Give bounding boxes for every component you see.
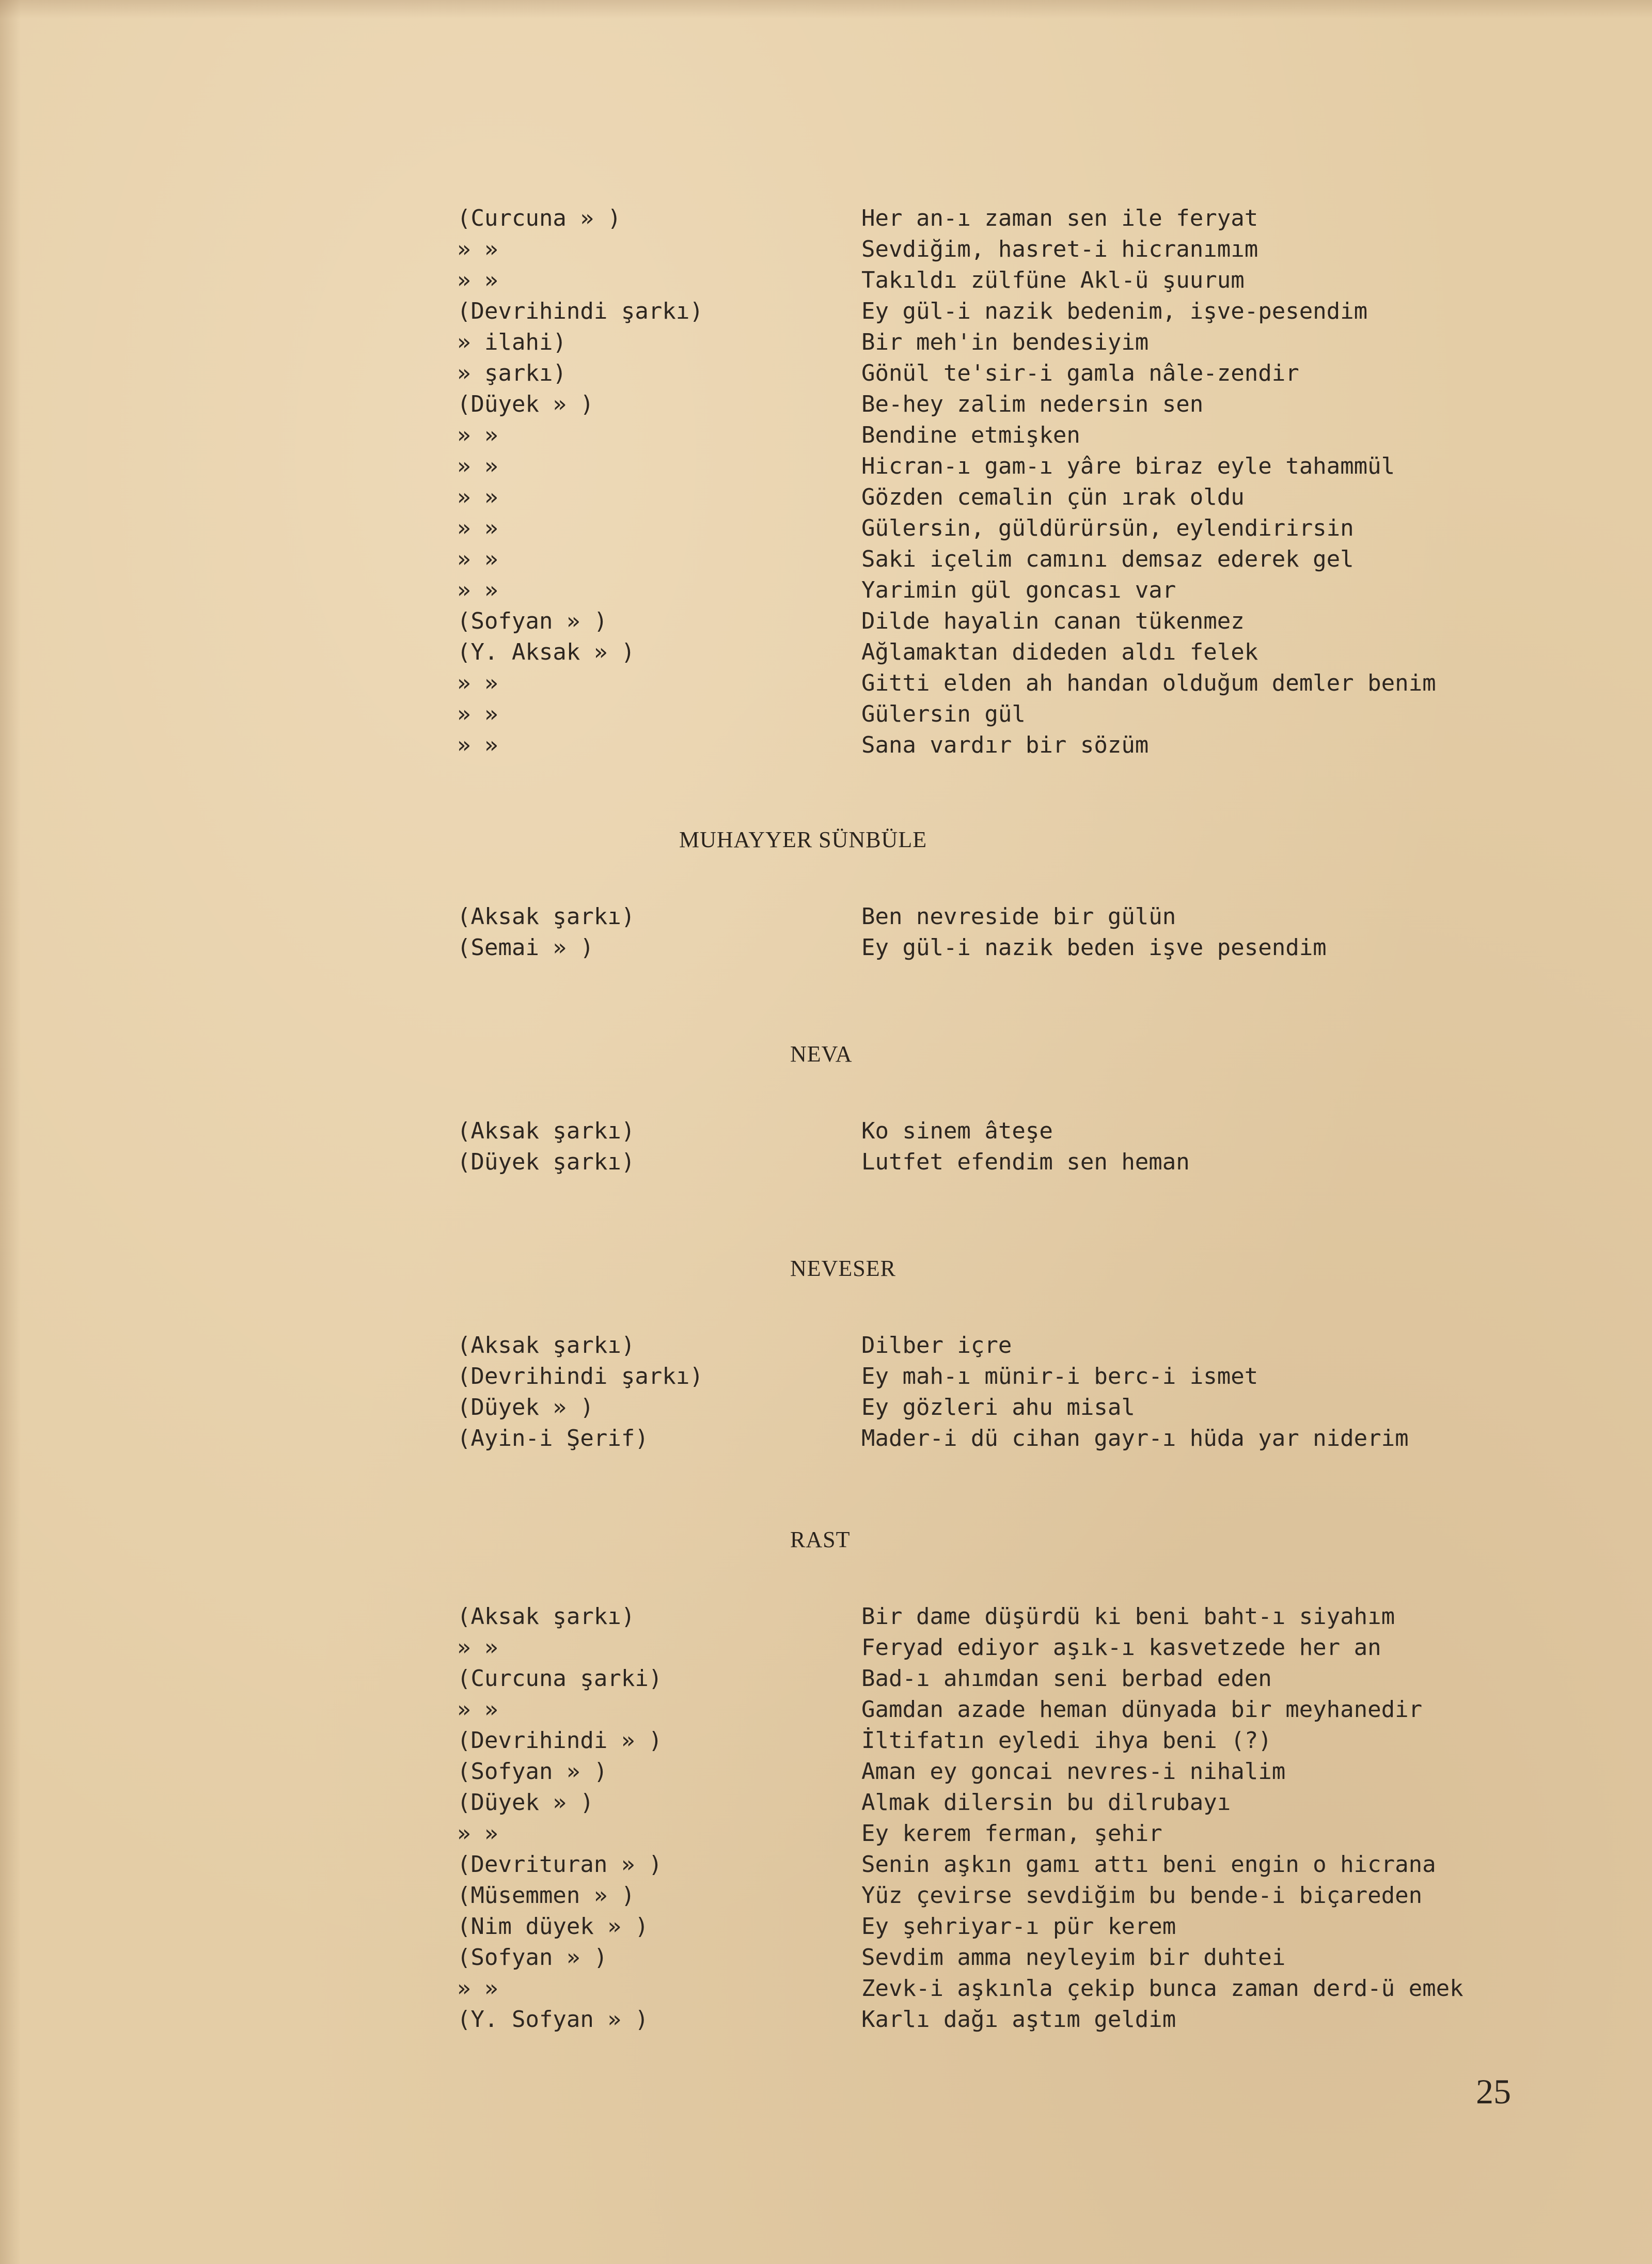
song-form-label: (Devrituran » ) [457,1851,663,1878]
song-first-line: Ko sinem âteşe [861,1118,1053,1144]
song-row [0,1725,1652,1756]
song-row [0,1849,1652,1880]
song-form-label: » » [457,1975,498,2002]
song-form-label: (Aksak şarkı) [457,1118,635,1144]
song-first-line: Gitti elden ah handan olduğum demler benim [861,670,1436,696]
song-form-label: » » [457,484,498,510]
song-form-label: » » [457,1696,498,1723]
song-form-label: » » [457,1634,498,1661]
song-form-label: (Curcuna şarki) [457,1665,663,1692]
song-first-line: Bir meh'in bendesiyim [861,329,1149,355]
song-first-line: Lutfet efendim sen heman [861,1149,1190,1175]
song-row [0,451,1652,482]
song-form-label: » » [457,701,498,727]
song-first-line: İltifatın eyledi ihya beni (?) [861,1727,1272,1754]
song-first-line: Bir dame düşürdü ki beni baht-ı siyahım [861,1603,1395,1630]
song-first-line: Dilde hayalin canan tükenmez [861,608,1245,634]
song-row [0,1694,1652,1725]
song-first-line: Ey gül-i nazik bedenim, işve-pesendim [861,298,1368,324]
song-first-line: Senin aşkın gamı attı beni engin o hicrana [861,1851,1436,1878]
song-first-line: Sana vardır bir sözüm [861,732,1149,758]
song-row [0,901,1652,932]
song-row [0,1663,1652,1694]
song-row [0,1942,1652,1973]
song-first-line: Ağlamaktan dideden aldı felek [861,639,1258,665]
song-row [0,327,1652,358]
song-first-line: Gönül te'sir-i gamla nâle-zendir [861,360,1299,386]
song-row [0,1147,1652,1178]
song-form-label: (Aksak şarkı) [457,903,635,930]
song-form-label: (Sofyan » ) [457,1758,608,1785]
song-first-line: Aman ey goncai nevres-i nihalim [861,1758,1286,1785]
song-row [0,389,1652,420]
song-form-label: (Y. Sofyan » ) [457,2006,649,2033]
song-first-line: Hicran-ı gam-ı yâre biraz eyle tahammül [861,453,1395,479]
song-row [0,575,1652,606]
song-first-line: Ben nevreside bir gülün [861,903,1176,930]
song-row [0,730,1652,761]
song-row [0,1423,1652,1454]
song-form-label: » » [457,236,498,262]
song-form-label: (Düyek » ) [457,391,594,417]
song-row [0,668,1652,699]
song-first-line: Be-hey zalim nedersin sen [861,391,1204,417]
song-first-line: Ey şehriyar-ı pür kerem [861,1913,1176,1940]
song-form-label: (Düyek » ) [457,1394,594,1420]
song-row [0,1392,1652,1423]
song-row [0,699,1652,730]
song-form-label: (Sofyan » ) [457,608,608,634]
song-row [0,482,1652,513]
makam-heading: NEVA [790,1041,853,1067]
song-first-line: Ey gül-i nazik beden işve pesendim [861,934,1327,961]
song-form-label: (Nim düyek » ) [457,1913,649,1940]
song-first-line: Ey mah-ı münir-i berc-i ismet [861,1363,1258,1389]
song-row [0,420,1652,451]
song-form-label: (Y. Aksak » ) [457,639,635,665]
song-first-line: Sevdiğim, hasret-i hicranımım [861,236,1258,262]
song-row [0,1632,1652,1663]
song-first-line: Her an-ı zaman sen ile feryat [861,205,1258,231]
song-row [0,1756,1652,1787]
song-form-label: » şarkı) [457,360,567,386]
song-first-line: Zevk-i aşkınla çekip bunca zaman derd-ü emek [861,1975,1464,2002]
song-form-label: » » [457,670,498,696]
song-row [0,1787,1652,1818]
song-row [0,1818,1652,1849]
song-form-label: » » [457,267,498,293]
song-form-label: » » [457,546,498,572]
song-form-label: (Düyek şarkı) [457,1149,635,1175]
song-row [0,1911,1652,1942]
song-row [0,606,1652,637]
song-form-label: (Aksak şarkı) [457,1332,635,1359]
song-first-line: Almak dilersin bu dilrubayı [861,1789,1231,1816]
song-row [0,932,1652,963]
song-row [0,1601,1652,1632]
song-form-label: (Düyek » ) [457,1789,594,1816]
song-form-label: (Müsemmen » ) [457,1882,635,1909]
song-row [0,265,1652,296]
song-row [0,296,1652,327]
song-form-label: (Aksak şarkı) [457,1603,635,1630]
song-row [0,1880,1652,1911]
song-form-label: » » [457,732,498,758]
song-row [0,1330,1652,1361]
makam-heading: MUHAYYER SÜNBÜLE [679,827,927,852]
song-form-label: » » [457,577,498,603]
song-row [0,358,1652,389]
song-row [0,2004,1652,2035]
song-row [0,513,1652,544]
song-first-line: Gülersin gül [861,701,1026,727]
song-form-label: (Devrihindi şarkı) [457,1363,703,1389]
song-first-line: Yüz çevirse sevdiğim bu bende-i biçareden [861,1882,1423,1909]
song-first-line: Gülersin, güldürürsün, eylendirirsin [861,515,1354,541]
song-form-label: » » [457,422,498,448]
song-row [0,203,1652,234]
song-first-line: Ey gözleri ahu misal [861,1394,1135,1420]
song-row [0,1973,1652,2004]
song-form-label: » » [457,515,498,541]
song-first-line: Gamdan azade heman dünyada bir meyhanedir [861,1696,1423,1723]
song-form-label: (Ayin-i Şerif) [457,1425,649,1451]
song-form-label: (Devrihindi » ) [457,1727,663,1754]
song-row [0,637,1652,668]
song-row [0,544,1652,575]
song-first-line: Sevdim amma neyleyim bir duhtei [861,1944,1286,1971]
song-first-line: Bendine etmişken [861,422,1080,448]
song-row [0,1361,1652,1392]
song-form-label: (Semai » ) [457,934,594,961]
song-first-line: Bad-ı ahımdan seni berbad eden [861,1665,1272,1692]
song-form-label: » » [457,1820,498,1847]
song-form-label: (Curcuna » ) [457,205,621,231]
song-first-line: Ey kerem ferman, şehir [861,1820,1162,1847]
song-first-line: Dilber içre [861,1332,1012,1359]
page-number: 25 [1476,2072,1511,2111]
song-first-line: Yarimin gül goncası var [861,577,1176,603]
song-first-line: Feryad ediyor aşık-ı kasvetzede her an [861,1634,1381,1661]
makam-heading: RAST [790,1527,851,1552]
song-form-label: (Devrihindi şarkı) [457,298,703,324]
makam-heading: NEVESER [790,1256,896,1281]
song-form-label: » » [457,453,498,479]
song-first-line: Takıldı zülfüne Akl-ü şuurum [861,267,1245,293]
song-row [0,234,1652,265]
song-first-line: Karlı dağı aştım geldim [861,2006,1176,2033]
song-first-line: Saki içelim camını demsaz ederek gel [861,546,1354,572]
song-form-label: » ilahi) [457,329,567,355]
song-first-line: Mader-i dü cihan gayr-ı hüda yar niderim [861,1425,1409,1451]
song-row [0,1116,1652,1147]
song-form-label: (Sofyan » ) [457,1944,608,1971]
song-first-line: Gözden cemalin çün ırak oldu [861,484,1245,510]
